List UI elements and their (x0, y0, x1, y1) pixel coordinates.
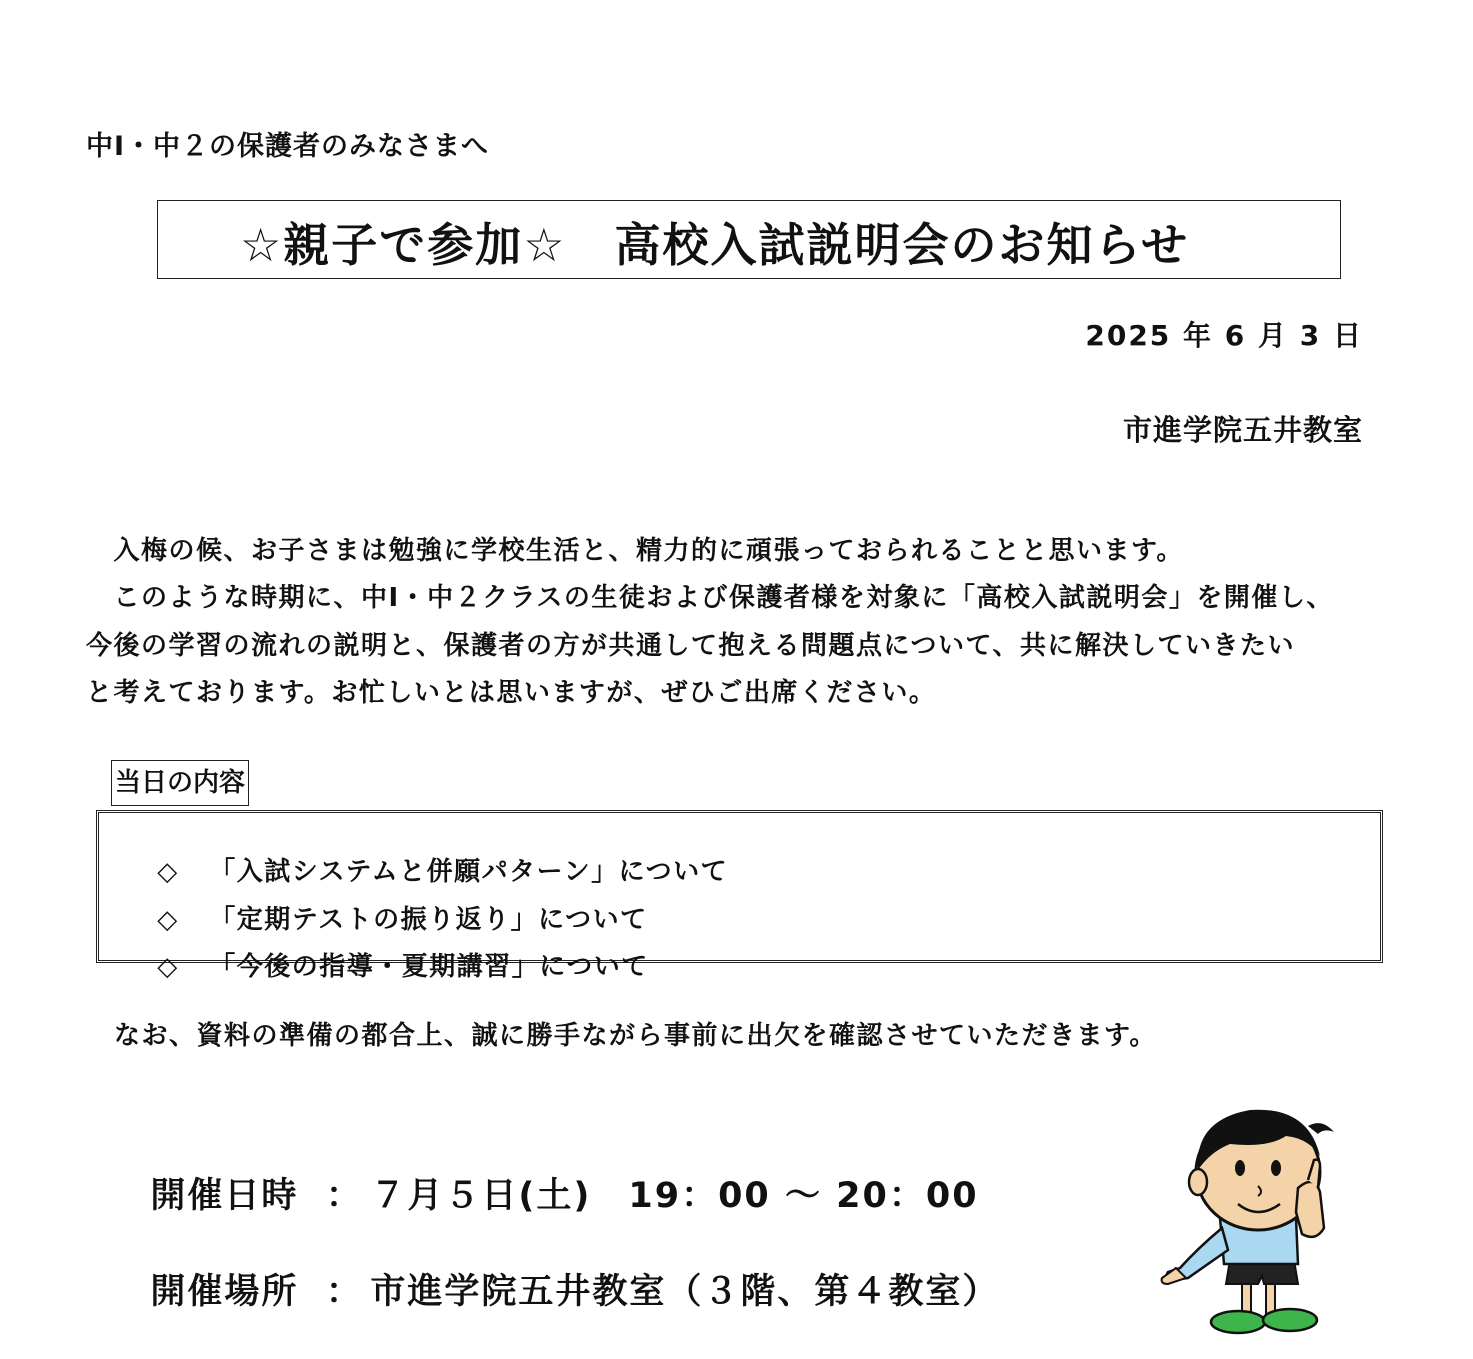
body-paragraph-line: と考えております。お忙しいとは思いますが、ぜひご出席ください。 (86, 678, 937, 708)
label-separator: ： (325, 1176, 363, 1216)
organization-name: 市進学院五井教室 (1122, 413, 1363, 447)
agenda-item-text: 「今後の指導・夏期講習」について (209, 952, 649, 982)
agenda-item-text: 「入試システムと併願パターン」について (209, 857, 729, 887)
event-venue-label: 開催場所 (150, 1272, 299, 1312)
agenda-heading: 当日の内容 (111, 760, 249, 806)
attendance-note: なお、資料の準備の都合上、誠に勝手ながら事前に出欠を確認させていただきます。 (114, 1021, 1157, 1051)
title-box (157, 200, 1341, 279)
event-venue-row (122, 1224, 999, 1314)
agenda-item-text: 「定期テストの振り返り」について (209, 905, 648, 935)
body-paragraph-line: 入梅の候、お子さまは勉強に学校生活と、精力的に頑張っておられることと思います。 (86, 536, 1184, 566)
diamond-bullet-icon: ◇ (157, 905, 179, 935)
addressee: 中Ⅰ・中２の保護者のみなさまへ (86, 131, 490, 162)
document-title: ☆親子で参加☆ 高校入試説明会のお知らせ (240, 218, 1190, 272)
body-paragraph-line: 今後の学習の流れの説明と、保護者の方が共通して抱える問題点について、共に解決していきたい (86, 631, 1295, 661)
event-datetime-value: ７月５日(土) 19：00 ～ 20：00 (370, 1176, 979, 1216)
boy-mascot-illustration (1158, 1100, 1348, 1340)
diamond-bullet-icon: ◇ (157, 857, 179, 887)
label-separator: ： (325, 1272, 363, 1312)
issue-date: 2025 年 6 月 3 日 (1085, 319, 1363, 352)
agenda-box (96, 810, 1383, 982)
diamond-bullet-icon: ◇ (157, 952, 179, 982)
event-datetime-label: 開催日時 (150, 1176, 299, 1216)
event-venue-value: 市進学院五井教室（３階、第４教室） (370, 1272, 1000, 1312)
event-datetime-row (122, 1128, 979, 1218)
body-paragraph-line: このような時期に、中Ⅰ・中２クラスの生徒および保護者様を対象に「高校入試説明会」を開催し、 (86, 583, 1334, 613)
agenda-item (115, 916, 649, 1013)
